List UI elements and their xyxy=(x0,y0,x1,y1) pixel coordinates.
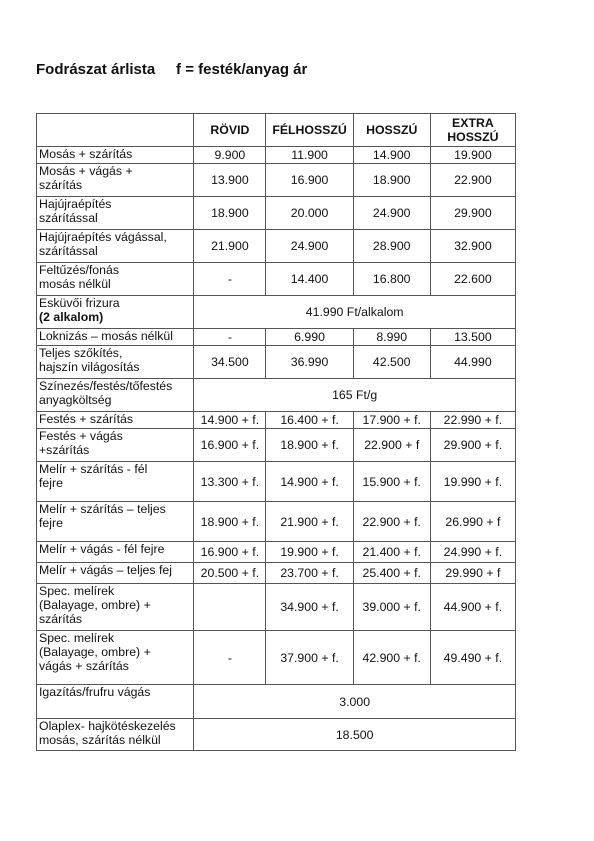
service-label: Feltűzés/fonás mosás nélkül xyxy=(37,263,194,296)
price-cell: 14.900 + f. xyxy=(194,412,266,429)
table-row xyxy=(37,230,516,263)
price-cell: 34.900 + f. xyxy=(266,584,353,631)
table-row xyxy=(37,685,516,719)
price-cell: 13.500 xyxy=(430,329,515,346)
price-cell: 16.400 + f. xyxy=(266,412,353,429)
price-cell: 21.900 xyxy=(194,230,266,263)
price-cell: 22.900 + f xyxy=(353,429,430,462)
price-cell-span: 165 Ft/g xyxy=(194,379,516,412)
price-cell: 39.000 + f. xyxy=(353,584,430,631)
price-cell: 13.900 xyxy=(194,164,266,197)
header-cell-extra-hosszu: EXTRA HOSSZÚ xyxy=(430,114,515,147)
service-label: Melír + szárítás – teljes fejre xyxy=(37,502,194,542)
price-cell: 11.900 xyxy=(266,147,353,164)
price-cell: 24.990 + f. xyxy=(430,542,515,563)
price-cell: 26.990 + f xyxy=(430,502,515,542)
price-cell: 28.900 xyxy=(353,230,430,263)
service-label-text: Esküvői frizura xyxy=(39,296,120,310)
price-cell: 34.500 xyxy=(194,346,266,379)
price-cell xyxy=(194,584,266,631)
price-cell: 22.900 + f. xyxy=(353,502,430,542)
price-cell-span: 18.500 xyxy=(194,719,516,751)
price-cell: 25.400 + f. xyxy=(353,563,430,584)
service-label: Spec. melírek (Balayage, ombre) + szárítás xyxy=(37,584,194,631)
service-label: Teljes szőkítés, hajszín világosítás xyxy=(37,346,194,379)
price-cell: - xyxy=(194,329,266,346)
price-cell: 19.990 + f. xyxy=(430,462,515,502)
price-cell: 21.400 + f. xyxy=(353,542,430,563)
table-row xyxy=(37,147,516,164)
table-row xyxy=(37,197,516,230)
price-cell: 42.900 + f. xyxy=(353,631,430,685)
price-cell-span: 3.000 xyxy=(194,685,516,719)
price-cell: 15.900 + f. xyxy=(353,462,430,502)
table-row xyxy=(37,379,516,412)
price-cell: 14.900 + f. xyxy=(266,462,353,502)
table-row xyxy=(37,296,516,329)
table-row xyxy=(37,164,516,197)
price-cell: 44.900 + f. xyxy=(430,584,515,631)
table-row xyxy=(37,412,516,429)
price-cell: 24.900 xyxy=(353,197,430,230)
service-label: Festés + szárítás xyxy=(37,412,194,429)
price-cell: 18.900 + f. xyxy=(194,502,266,542)
price-cell-span: 41.990 Ft/alkalom xyxy=(194,296,516,329)
price-cell: 23.700 + f. xyxy=(266,563,353,584)
price-cell: 24.900 xyxy=(266,230,353,263)
table-row xyxy=(37,502,516,542)
price-cell: 18.900 + f. xyxy=(266,429,353,462)
service-label: Hajújraépítés vágással, szárítással xyxy=(37,230,194,263)
price-cell: 16.900 xyxy=(266,164,353,197)
price-cell: 16.900 + f. xyxy=(194,542,266,563)
price-cell: 18.900 xyxy=(353,164,430,197)
service-label: Melír + szárítás - fél fejre xyxy=(37,462,194,502)
header-cell-felhosszu: FÉLHOSSZÚ xyxy=(266,114,353,147)
price-cell: 21.900 + f. xyxy=(266,502,353,542)
price-cell: 44.990 xyxy=(430,346,515,379)
table-row xyxy=(37,462,516,502)
price-cell: 17.900 + f. xyxy=(353,412,430,429)
price-cell: 29.900 xyxy=(430,197,515,230)
table-row xyxy=(37,584,516,631)
service-label: Színezés/festés/tőfestés anyagköltség xyxy=(37,379,194,412)
table-row xyxy=(37,563,516,584)
service-label: Loknizás – mosás nélkül xyxy=(37,329,194,346)
table-row xyxy=(37,429,516,462)
service-label-note: (2 alkalom) xyxy=(39,310,104,324)
price-cell: 6.990 xyxy=(266,329,353,346)
price-cell: 32.900 xyxy=(430,230,515,263)
price-cell: 8.990 xyxy=(353,329,430,346)
service-label: Hajújraépítés szárítással xyxy=(37,197,194,230)
service-label: Olaplex- hajkötéskezelés mosás, szárítás nélkül xyxy=(37,719,194,751)
price-cell: 49.490 + f. xyxy=(430,631,515,685)
header-cell-hosszu: HOSSZÚ xyxy=(353,114,430,147)
service-label: Melír + vágás - fél fejre xyxy=(37,542,194,563)
price-cell: 29.900 + f. xyxy=(430,429,515,462)
service-label xyxy=(37,296,194,329)
price-cell: - xyxy=(194,263,266,296)
page-title: Fodrászat árlista f = festék/anyag ár xyxy=(36,61,308,78)
price-cell: 29.990 + f xyxy=(430,563,515,584)
price-cell: 14.900 xyxy=(353,147,430,164)
header-cell-empty xyxy=(37,114,194,147)
price-cell: 16.900 + f. xyxy=(194,429,266,462)
price-cell: 36.990 xyxy=(266,346,353,379)
table-row xyxy=(37,329,516,346)
price-cell: 22.600 xyxy=(430,263,515,296)
service-label: Melír + vágás – teljes fej xyxy=(37,563,194,584)
price-cell: 19.900 xyxy=(430,147,515,164)
table-row xyxy=(37,263,516,296)
service-label: Festés + vágás +szárítás xyxy=(37,429,194,462)
service-label: Mosás + vágás + szárítás xyxy=(37,164,194,197)
price-cell: 14.400 xyxy=(266,263,353,296)
price-cell: 20.000 xyxy=(266,197,353,230)
price-cell: 9.900 xyxy=(194,147,266,164)
price-cell: 13.300 + f. xyxy=(194,462,266,502)
table-row xyxy=(37,346,516,379)
price-cell: 22.990 + f. xyxy=(430,412,515,429)
price-cell: 16.800 xyxy=(353,263,430,296)
service-label: Igazítás/frufru vágás xyxy=(37,685,194,719)
service-label: Spec. melírek (Balayage, ombre) + vágás + szárítás xyxy=(37,631,194,685)
table-row xyxy=(37,631,516,685)
price-cell: 22.900 xyxy=(430,164,515,197)
price-cell: 19.900 + f. xyxy=(266,542,353,563)
header-cell-rovid: RÖVID xyxy=(194,114,266,147)
price-cell: 42.500 xyxy=(353,346,430,379)
price-cell: 37.900 + f. xyxy=(266,631,353,685)
price-cell: 20.500 + f. xyxy=(194,563,266,584)
service-label: Mosás + szárítás xyxy=(37,147,194,164)
price-cell: - xyxy=(194,631,266,685)
table-row xyxy=(37,719,516,751)
table-row xyxy=(37,542,516,563)
price-cell: 18.900 xyxy=(194,197,266,230)
price-table xyxy=(36,113,516,751)
header-row xyxy=(37,114,516,147)
